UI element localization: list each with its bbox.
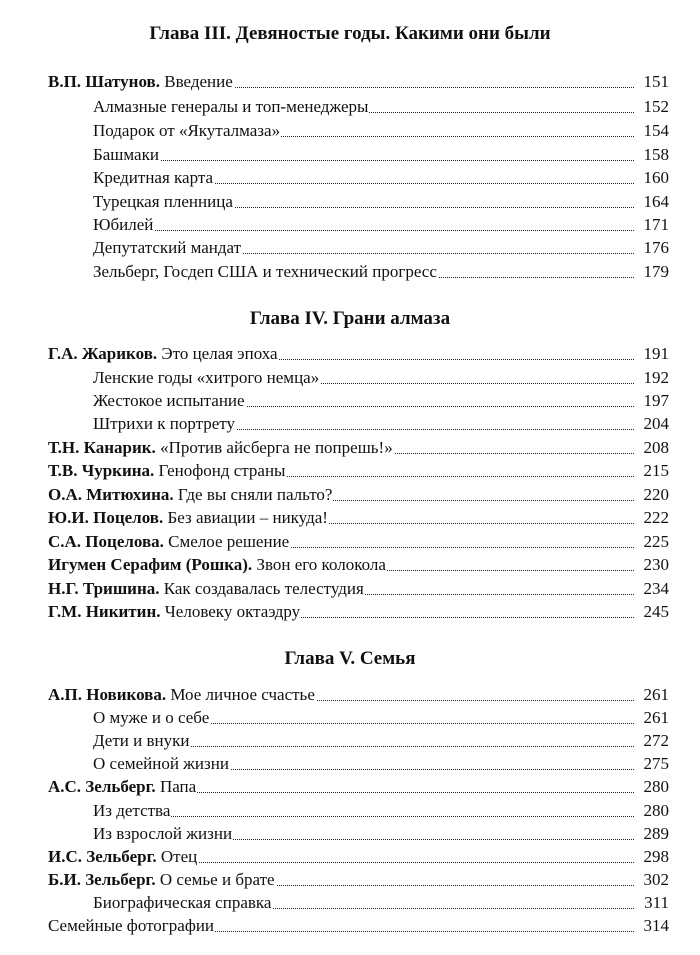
entry-author: А.П. Новикова. [48,685,167,704]
entry-title: «Против айсберга не попрешь!» [160,438,393,457]
entry-page-number: 192 [643,368,669,387]
entry-page-number: 280 [643,801,669,820]
entry-page-number: 151 [643,72,669,91]
entry-page-number: 225 [643,532,669,551]
entry-title: Кредитная карта [93,168,214,187]
entry-text [93,389,246,412]
entry-title: О семейной жизни [93,754,229,773]
toc-entry[interactable] [0,799,700,822]
toc-entry[interactable] [0,891,700,914]
entry-title: Как создавалась телестудия [163,579,364,598]
toc-entry[interactable] [0,459,700,482]
entry-page-number: 215 [643,461,669,480]
entry-title: Без авиации – никуда! [167,508,328,527]
entry-title: Депутатский мандат [93,238,242,257]
toc-entry[interactable] [0,752,700,775]
entry-text [48,683,316,706]
entry-title: Смелое решение [168,532,290,551]
entry-text [48,436,394,459]
entry-text [48,577,365,600]
chapter-heading: Глава III. Девяностые годы. Какими они были [149,23,551,44]
entry-title: Где вы сняли пальто? [177,485,333,504]
toc-entry[interactable] [0,143,700,166]
entry-text [93,891,272,914]
entry-text [93,119,281,142]
entry-title: Человеку октаэдру [164,602,301,621]
toc-entry[interactable] [0,577,700,600]
entry-author: Ю.И. Поцелов. [48,508,164,527]
entry-text [93,729,190,752]
entry-text [48,342,279,365]
toc-entry[interactable] [0,342,700,365]
entry-page-number: 164 [643,192,669,211]
entry-page-number: 179 [643,262,669,281]
entry-author: Б.И. Зельберг. [48,870,156,889]
entry-title: Мое личное счастье [170,685,315,704]
entry-author: Игумен Серафим (Рошка). [48,555,253,574]
entry-text [93,799,171,822]
entry-text [93,752,230,775]
toc-entry[interactable] [0,366,700,389]
toc-entry[interactable] [0,683,700,706]
entry-text [48,600,301,623]
entry-title: Жестокое испытание [93,391,245,410]
entry-page-number: 302 [643,870,669,889]
entry-page-number: 298 [643,847,669,866]
entry-text [48,775,197,798]
toc-entry[interactable] [0,412,700,435]
entry-title: Отец [160,847,198,866]
entry-page-number: 314 [643,916,669,935]
entry-author: Т.В. Чуркина. [48,461,155,480]
entry-text [48,914,215,937]
toc-entry[interactable] [0,213,700,236]
toc-entry[interactable] [0,775,700,798]
entry-title: Введение [164,72,233,91]
entry-page-number: 158 [643,145,669,164]
entry-author: Г.А. Жариков. [48,344,158,363]
entry-page-number: 289 [643,824,669,843]
toc-entry[interactable] [0,70,700,93]
toc-entry[interactable] [0,190,700,213]
entry-page-number: 171 [643,215,669,234]
entry-title: Юбилей [93,215,154,234]
toc-entry[interactable] [0,166,700,189]
entry-text [93,190,234,213]
toc-entry[interactable] [0,260,700,283]
entry-text [93,166,214,189]
entry-text [48,553,387,576]
entry-title: О муже и о себе [93,708,210,727]
entry-page-number: 176 [643,238,669,257]
entry-text [93,412,236,435]
entry-title: Зельберг, Госдеп США и технический прогресс [93,262,437,281]
entry-page-number: 160 [643,168,669,187]
entry-page-number: 191 [643,344,669,363]
entry-title: Башмаки [93,145,159,164]
entry-page-number: 230 [643,555,669,574]
entry-title: Алмазные генералы и топ-менеджеры [93,97,369,116]
entry-title: Из детства [93,801,171,820]
toc-entry[interactable] [0,95,700,118]
entry-page-number: 204 [643,414,669,433]
entry-text [93,366,320,389]
toc-entry[interactable] [0,236,700,259]
entry-page-number: 280 [643,777,669,796]
toc-entry[interactable] [0,506,700,529]
entry-author: А.С. Зельберг. [48,777,156,796]
entry-title: Дети и внуки [93,731,190,750]
entry-text [48,506,329,529]
toc-entry[interactable] [0,530,700,553]
entry-page-number: 208 [643,438,669,457]
entry-text [93,236,242,259]
toc-entry[interactable] [0,436,700,459]
entry-text [48,70,234,93]
entry-page-number: 152 [643,97,669,116]
chapter-heading: Глава V. Семья [284,648,416,669]
entry-text [48,483,333,506]
entry-title: Папа [159,777,197,796]
entry-text [93,706,210,729]
entry-title: Биографическая справка [93,893,272,912]
entry-text [48,868,276,891]
toc-entry[interactable] [0,845,700,868]
entry-title: Из взрослой жизни [93,824,233,843]
entry-text [93,822,233,845]
entry-page-number: 261 [643,685,669,704]
toc-entry[interactable] [0,868,700,891]
toc-entry[interactable] [0,600,700,623]
entry-page-number: 311 [644,893,669,912]
entry-title: Турецкая пленница [93,192,233,211]
entry-author: О.А. Митюхина. [48,485,174,504]
entry-author: Г.М. Никитин. [48,602,161,621]
toc-entry[interactable] [0,706,700,729]
entry-title: Генофонд страны [158,461,286,480]
entry-title: Подарок от «Якуталмаза» [93,121,281,140]
entry-page-number: 197 [643,391,669,410]
entry-text [93,95,369,118]
toc-entry[interactable] [0,119,700,142]
entry-text [48,845,198,868]
entry-title: Штрихи к портрету [93,414,236,433]
entry-author: С.А. Поцелова. [48,532,164,551]
entry-title: О семье и брате [159,870,275,889]
dot-leader [93,230,634,231]
entry-page-number: 222 [643,508,669,527]
chapter-heading: Глава IV. Грани алмаза [249,308,451,329]
toc-entry[interactable] [0,389,700,412]
toc-entry[interactable] [0,914,700,937]
entry-page-number: 261 [643,708,669,727]
entry-page-number: 275 [643,754,669,773]
entry-page-number: 234 [643,579,669,598]
toc-entry[interactable] [0,729,700,752]
entry-author: И.С. Зельберг. [48,847,157,866]
entry-text [93,260,438,283]
dot-leader [93,816,634,817]
entry-page-number: 220 [643,485,669,504]
entry-text [93,143,160,166]
entry-title: Это целая эпоха [161,344,278,363]
entry-title: Семейные фотографии [48,916,215,935]
entry-text [48,459,286,482]
entry-page-number: 154 [643,121,669,140]
entry-title: Звон его колокола [256,555,386,574]
entry-text [48,530,290,553]
toc-entry[interactable] [0,553,700,576]
entry-page-number: 245 [643,602,669,621]
entry-page-number: 272 [643,731,669,750]
entry-text [93,213,154,236]
entry-author: В.П. Шатунов. [48,72,160,91]
dot-leader [93,160,634,161]
toc-entry[interactable] [0,483,700,506]
entry-author: Т.Н. Канарик. [48,438,156,457]
toc-entry[interactable] [0,822,700,845]
entry-title: Ленские годы «хитрого немца» [93,368,320,387]
entry-author: Н.Г. Тришина. [48,579,160,598]
